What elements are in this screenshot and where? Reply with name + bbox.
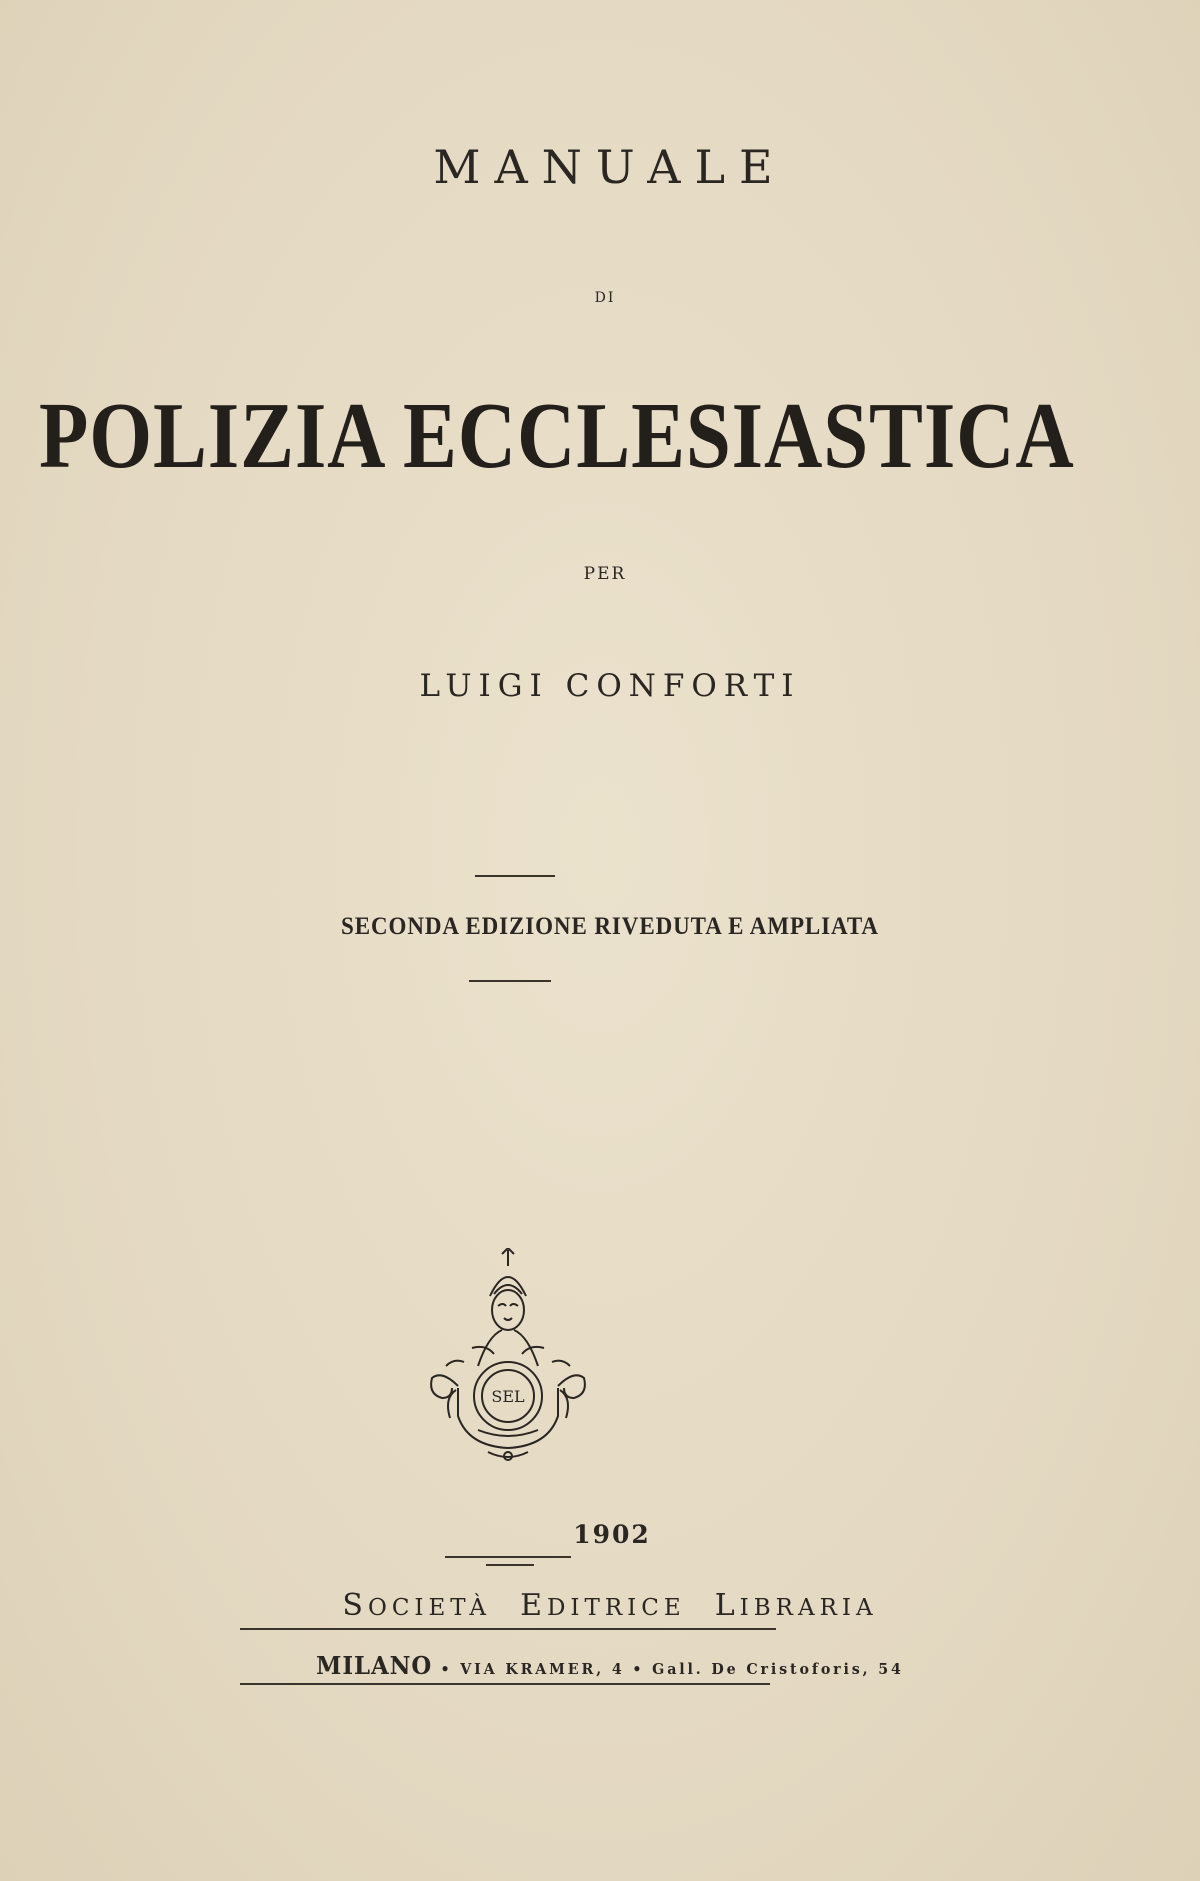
author-name: LUIGI CONFORTI <box>419 668 801 704</box>
divider-bottom <box>469 980 551 982</box>
divider-top <box>475 875 555 877</box>
book-title: POLIZIA ECCLESIASTICA <box>39 384 1075 488</box>
year-underline-short <box>486 1564 534 1566</box>
publisher-name <box>10 1588 1200 1623</box>
publisher-word1-initial: S <box>342 1588 368 1623</box>
publisher-word1-rest: OCIETÀ <box>367 1595 491 1621</box>
address-underline <box>240 1683 770 1685</box>
publisher-address <box>40 1651 1180 1680</box>
year-underline <box>445 1556 571 1558</box>
publisher-word2-rest: DITRICE <box>546 1595 686 1621</box>
address-street: • VIA KRAMER, 4 • Gall. De Cristoforis, 54 <box>440 1660 904 1678</box>
emblem-monogram: SEL <box>491 1387 525 1406</box>
edition-statement: SECONDA EDIZIONE RIVEDUTA E AMPLIATA <box>341 913 879 940</box>
publisher-underline <box>240 1628 776 1630</box>
publication-year: 1902 <box>573 1520 651 1549</box>
connector-per: PER <box>583 564 627 584</box>
publisher-emblem-icon <box>428 1248 588 1463</box>
address-city: MILANO <box>316 1651 433 1680</box>
publisher-word2-initial: E <box>520 1588 547 1623</box>
book-heading: MANUALE <box>433 140 787 194</box>
publisher-word3-initial: L <box>714 1588 740 1623</box>
connector-di: DI <box>594 290 616 306</box>
publisher-word3-rest: IBRARIA <box>739 1595 878 1621</box>
